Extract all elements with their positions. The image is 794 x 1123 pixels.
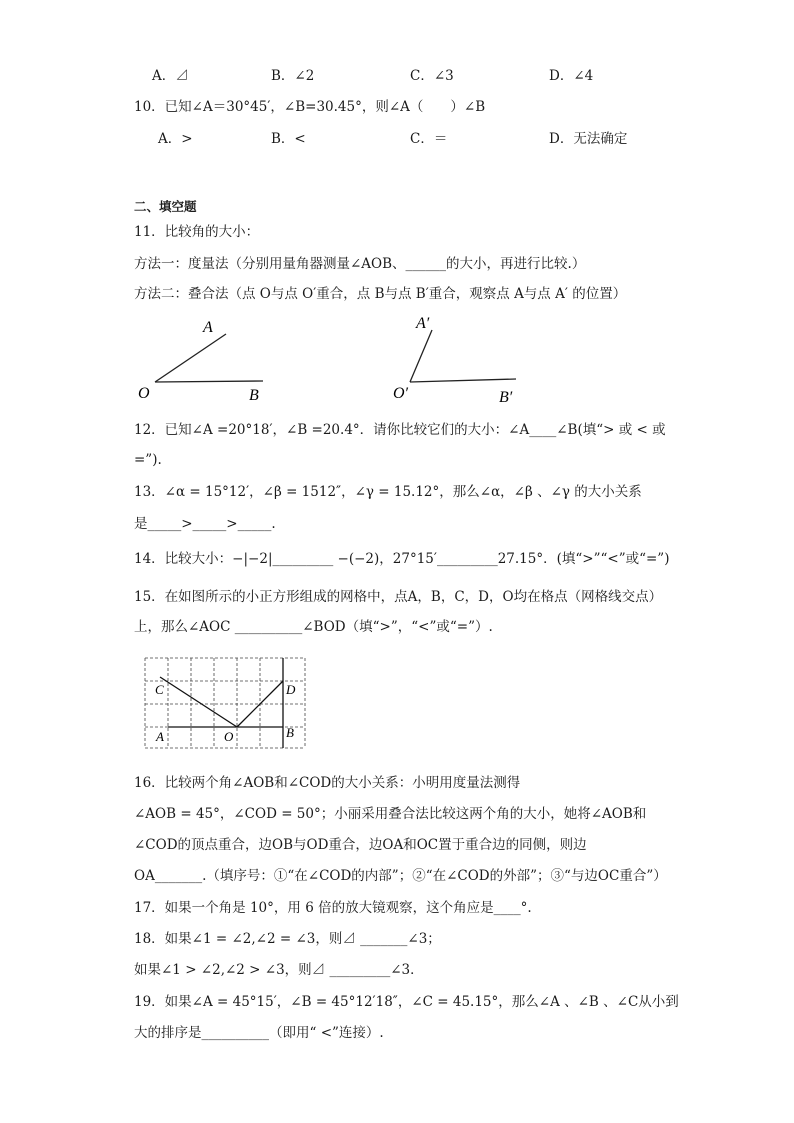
q11-label-a-prime: A′ [416, 315, 430, 332]
q18-line1: 18．如果∠1 = ∠2,∠2 = ∠3，则⊿ _______∠3； [134, 931, 441, 947]
section-heading-fill-in: 二、填空题 [134, 199, 197, 214]
q9-option-b: B．∠2 [271, 68, 315, 84]
q10-stem: 10．已知∠A＝30°45′，∠B=30.45°，则∠A（ ）∠B [134, 99, 486, 115]
q16-line3: ∠COD的顶点重合，边OB与OD重合，边OA和OC置于重合边的同侧，则边 [134, 837, 587, 853]
q11-line3: 方法二：叠合法（点 O与点 O′重合，点 B与点 B′重合，观察点 A与点 A′ 的位置） [134, 286, 627, 302]
q19-line1: 19．如果∠A = 45°15′，∠B = 45°12′18″，∠C = 45.15°，那么∠A 、∠B 、∠C从小到 [134, 994, 679, 1010]
q11-line1: 11．比较角的大小： [134, 224, 260, 240]
q15-label-b: B [286, 725, 294, 740]
q9-option-c: C．∠3 [410, 68, 454, 84]
q11-angle-figure [130, 312, 550, 412]
q15-grid-figure [140, 652, 310, 756]
q11-label-b-prime: B′ [499, 389, 513, 406]
q16-line2: ∠AOB = 45°，∠COD = 50°；小丽采用叠合法比较这两个角的大小，她将∠AOB和 [134, 806, 647, 822]
q15-line1: 15．在如图所示的小正方形组成的网格中，点A，B，C，D，O均在格点（网格线交点） [134, 589, 663, 605]
q18-line2: 如果∠1 > ∠2,∠2 > ∠3，则⊿ _________∠3． [134, 962, 424, 978]
q10-option-c: C．＝ [410, 131, 448, 147]
q11-line2: 方法一：度量法（分别用量角器测量∠AOB、______的大小，再进行比较.） [134, 256, 586, 272]
q12-line1: 12．已知∠A =20°18′，∠B =20.4°．请你比较它们的大小：∠A____∠B(填“> 或 < 或 [134, 422, 666, 438]
q9-option-a: A．⊿ [152, 68, 189, 84]
q11-label-o: O [138, 385, 150, 402]
q17-line1: 17．如果一个角是 10°，用 6 倍的放大镜观察，这个角应是____°. [134, 900, 532, 916]
q10-option-a: A．> [158, 131, 193, 147]
q9-option-d: D．∠4 [549, 68, 594, 84]
q11-label-b: B [249, 387, 259, 404]
q12-line2: =”). [134, 452, 162, 468]
q11-label-a: A [203, 319, 213, 336]
q15-label-o: O [224, 729, 234, 744]
q19-line2: 大的排序是__________（即用“ <”连接）. [134, 1025, 384, 1041]
q10-option-d: D．无法确定 [549, 131, 628, 147]
q13-line2: 是_____>_____>_____. [134, 516, 276, 532]
q14-line1: 14．比较大小：−|−2|_________ −(−2)，27°15′_________27.15°．(填“>”“<”或“=”) [134, 551, 670, 567]
q10-option-b: B．< [271, 131, 306, 147]
q16-line1: 16．比较两个角∠AOB和∠COD的大小关系：小明用度量法测得 [134, 775, 521, 791]
q11-label-o-prime: O′ [393, 385, 409, 402]
q15-label-c: C [155, 682, 164, 697]
q15-label-a: A [156, 729, 164, 744]
q13-line1: 13．∠α = 15°12′，∠β = 1512″，∠γ = 15.12°，那么∠α，∠β 、∠γ 的大小关系 [134, 484, 642, 500]
q15-line2: 上，那么∠AOC __________∠BOD（填“>”，“<”或“=”）. [134, 619, 493, 635]
q16-line4: OA_______.（填序号：①“在∠COD的内部”；②“在∠COD的外部”；③“与边OC重合”） [134, 868, 667, 884]
q15-label-d: D [286, 682, 296, 697]
